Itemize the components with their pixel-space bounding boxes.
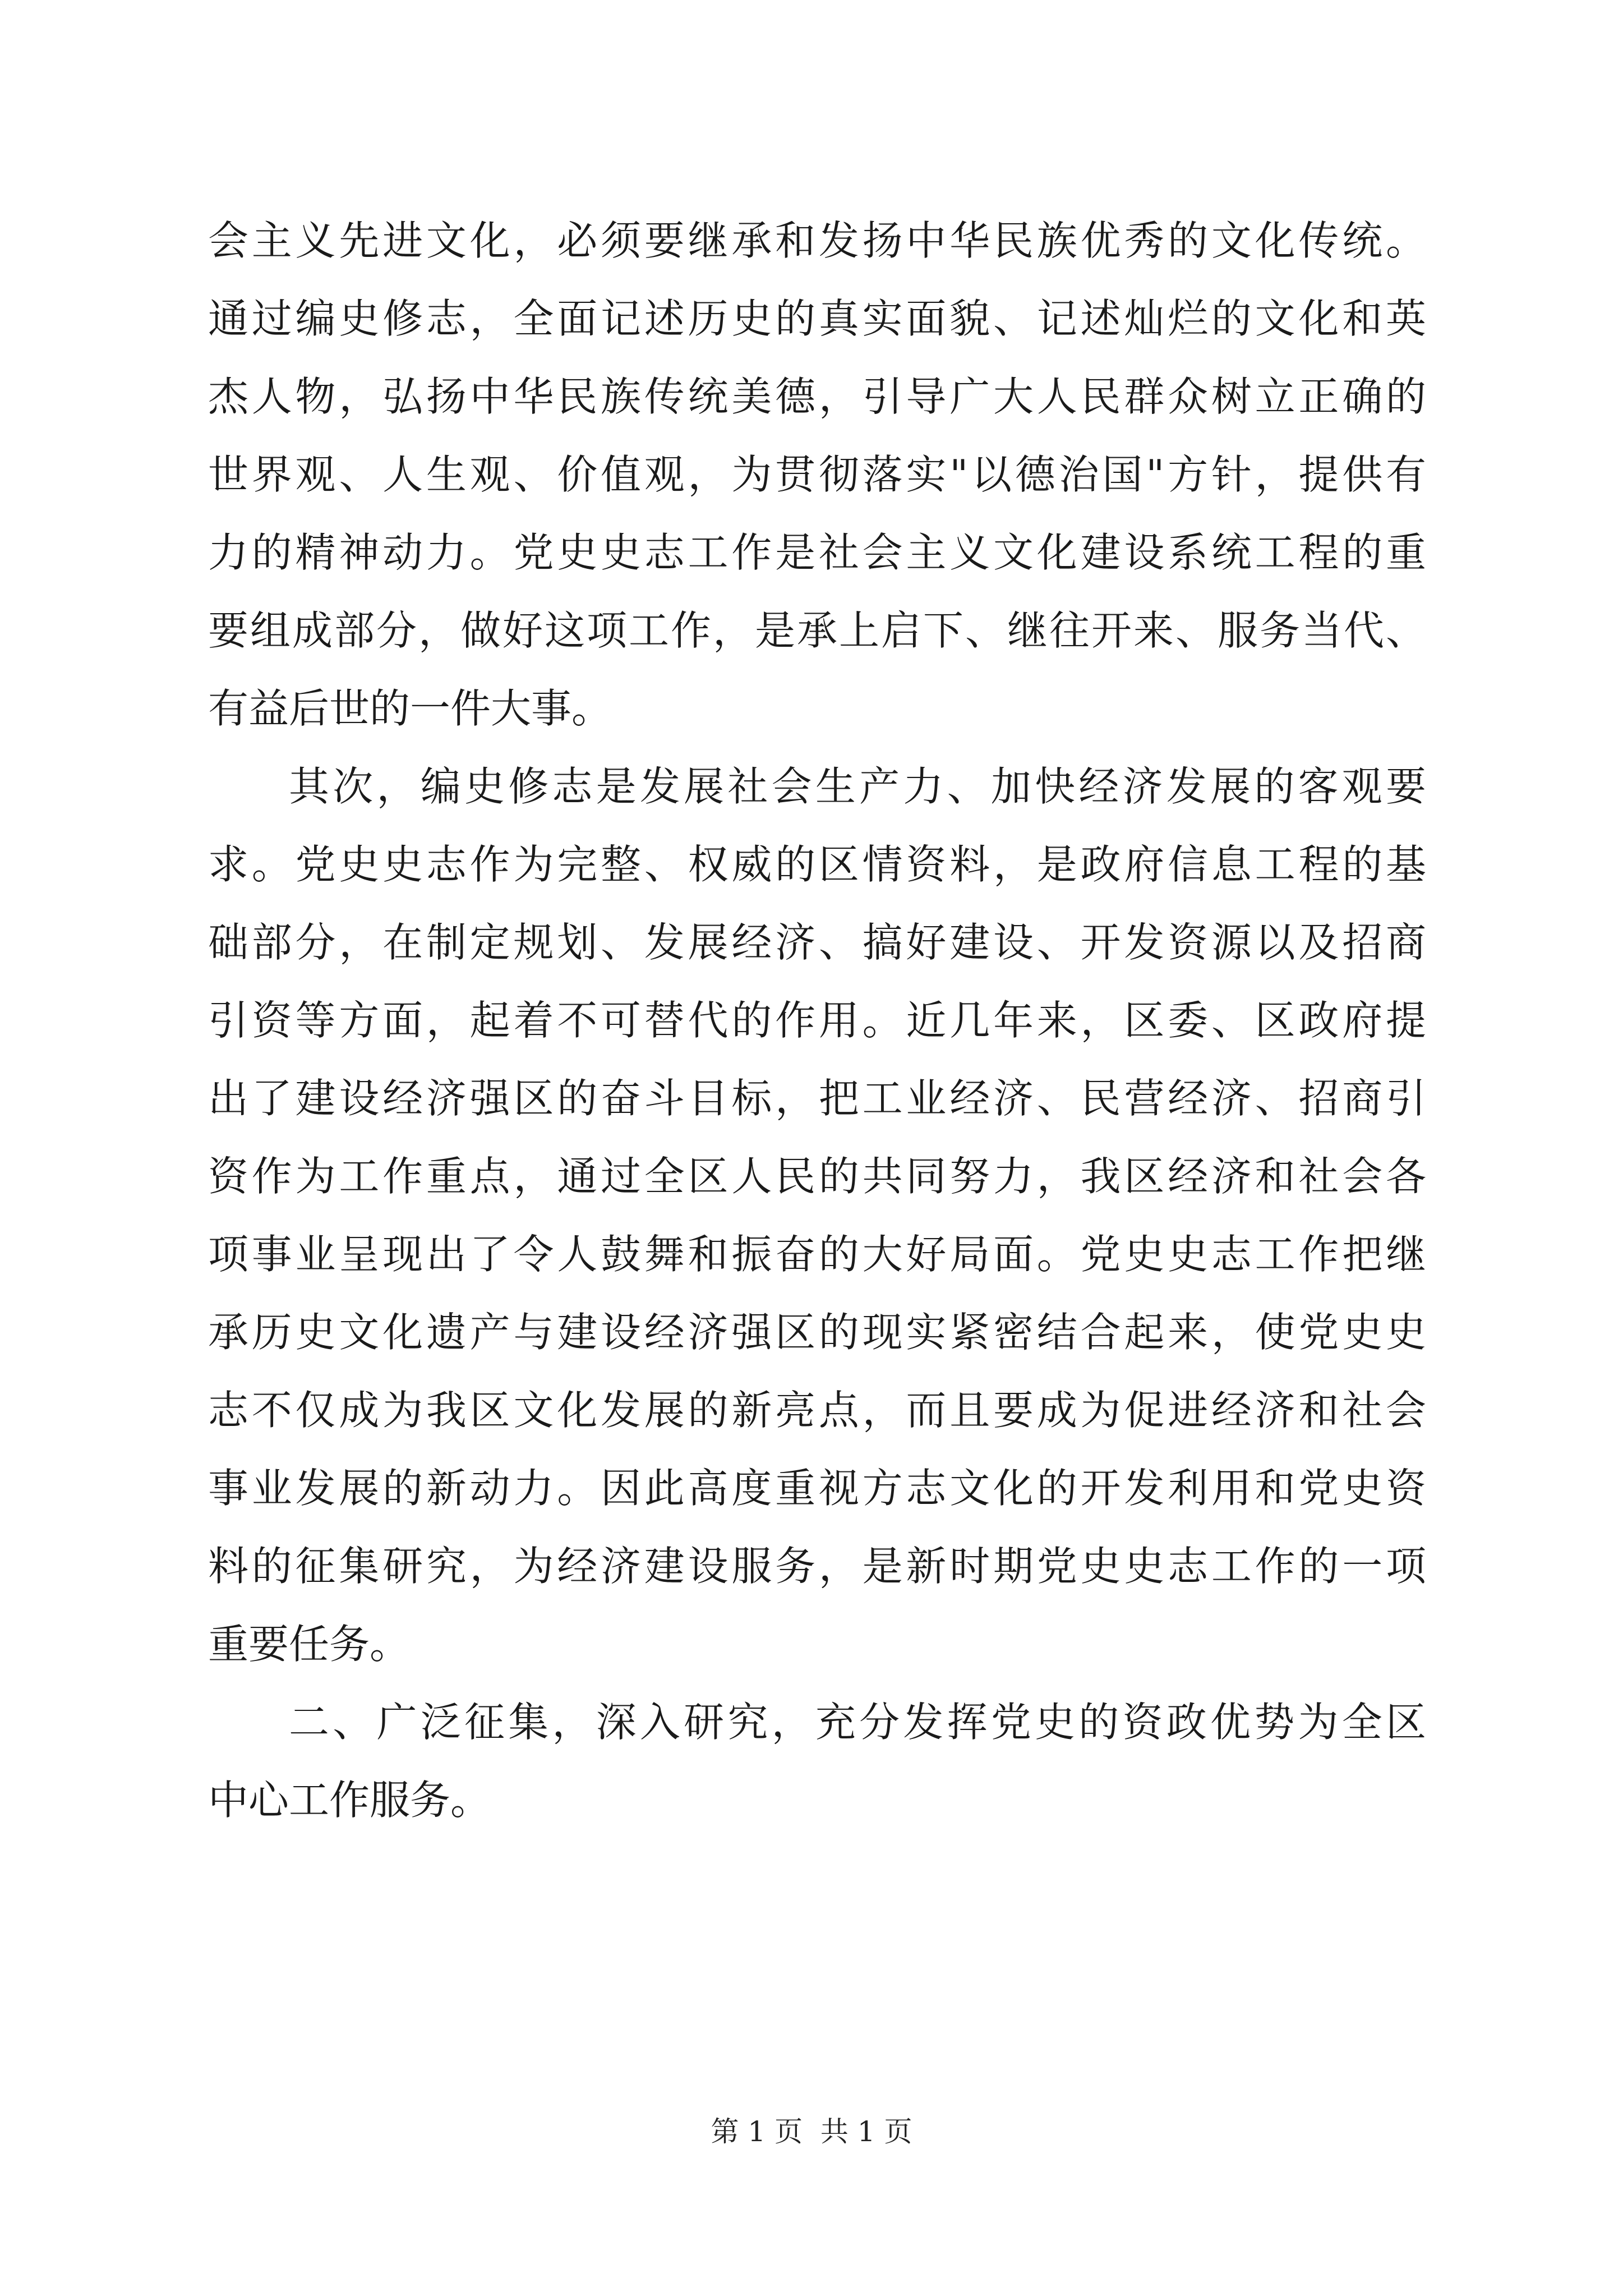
- paragraph-line: 有益后世的一件大事。: [208, 685, 612, 732]
- paragraph-line: 通过编史修志，全面记述历史的真实面貌、记述灿烂的文化和英: [208, 295, 1426, 342]
- paragraph-line: 引资等方面，起着不可替代的作用。近几年来，区委、区政府提: [208, 997, 1426, 1044]
- paragraph-line: 础部分，在制定规划、发展经济、搞好建设、开发资源以及招商: [208, 919, 1426, 966]
- heading-line: 二、广泛征集，深入研究，充分发挥党史的资政优势为全区: [289, 1699, 1426, 1746]
- heading-line: 中心工作服务。: [208, 1777, 491, 1824]
- paragraph-line: 杰人物，弘扬中华民族传统美德，引导广大人民群众树立正确的: [208, 373, 1426, 420]
- paragraph-line: 世界观、人生观、价值观，为贯彻落实"以德治国"方针，提供有: [208, 451, 1426, 498]
- paragraph-line: 资作为工作重点，通过全区人民的共同努力，我区经济和社会各: [208, 1153, 1426, 1200]
- document-body: [208, 202, 1426, 1839]
- paragraph-line: 力的精神动力。党史史志工作是社会主义文化建设系统工程的重: [208, 529, 1426, 576]
- paragraph-line: 志不仅成为我区文化发展的新亮点，而且要成为促进经济和社会: [208, 1387, 1426, 1434]
- paragraph-line: 其次，编史修志是发展社会生产力、加快经济发展的客观要: [289, 763, 1426, 810]
- paragraph-line: 求。党史史志作为完整、权威的区情资料，是政府信息工程的基: [208, 841, 1426, 888]
- page-number-footer: 第 1 页 共 1 页: [711, 2115, 912, 2148]
- paragraph-line: 项事业呈现出了令人鼓舞和振奋的大好局面。党史史志工作把继: [208, 1231, 1426, 1278]
- paragraph-line: 料的征集研究，为经济建设服务，是新时期党史史志工作的一项: [208, 1543, 1426, 1590]
- paragraph-line: 会主义先进文化，必须要继承和发扬中华民族优秀的文化传统。: [208, 217, 1426, 264]
- paragraph-line: 出了建设经济强区的奋斗目标，把工业经济、民营经济、招商引: [208, 1075, 1426, 1122]
- paragraph-line: 承历史文化遗产与建设经济强区的现实紧密结合起来，使党史史: [208, 1309, 1426, 1356]
- paragraph-line: 重要任务。: [208, 1621, 411, 1668]
- paragraph-line: 事业发展的新动力。因此高度重视方志文化的开发利用和党史资: [208, 1465, 1426, 1512]
- paragraph-line: 要组成部分，做好这项工作，是承上启下、继往开来、服务当代、: [208, 607, 1426, 654]
